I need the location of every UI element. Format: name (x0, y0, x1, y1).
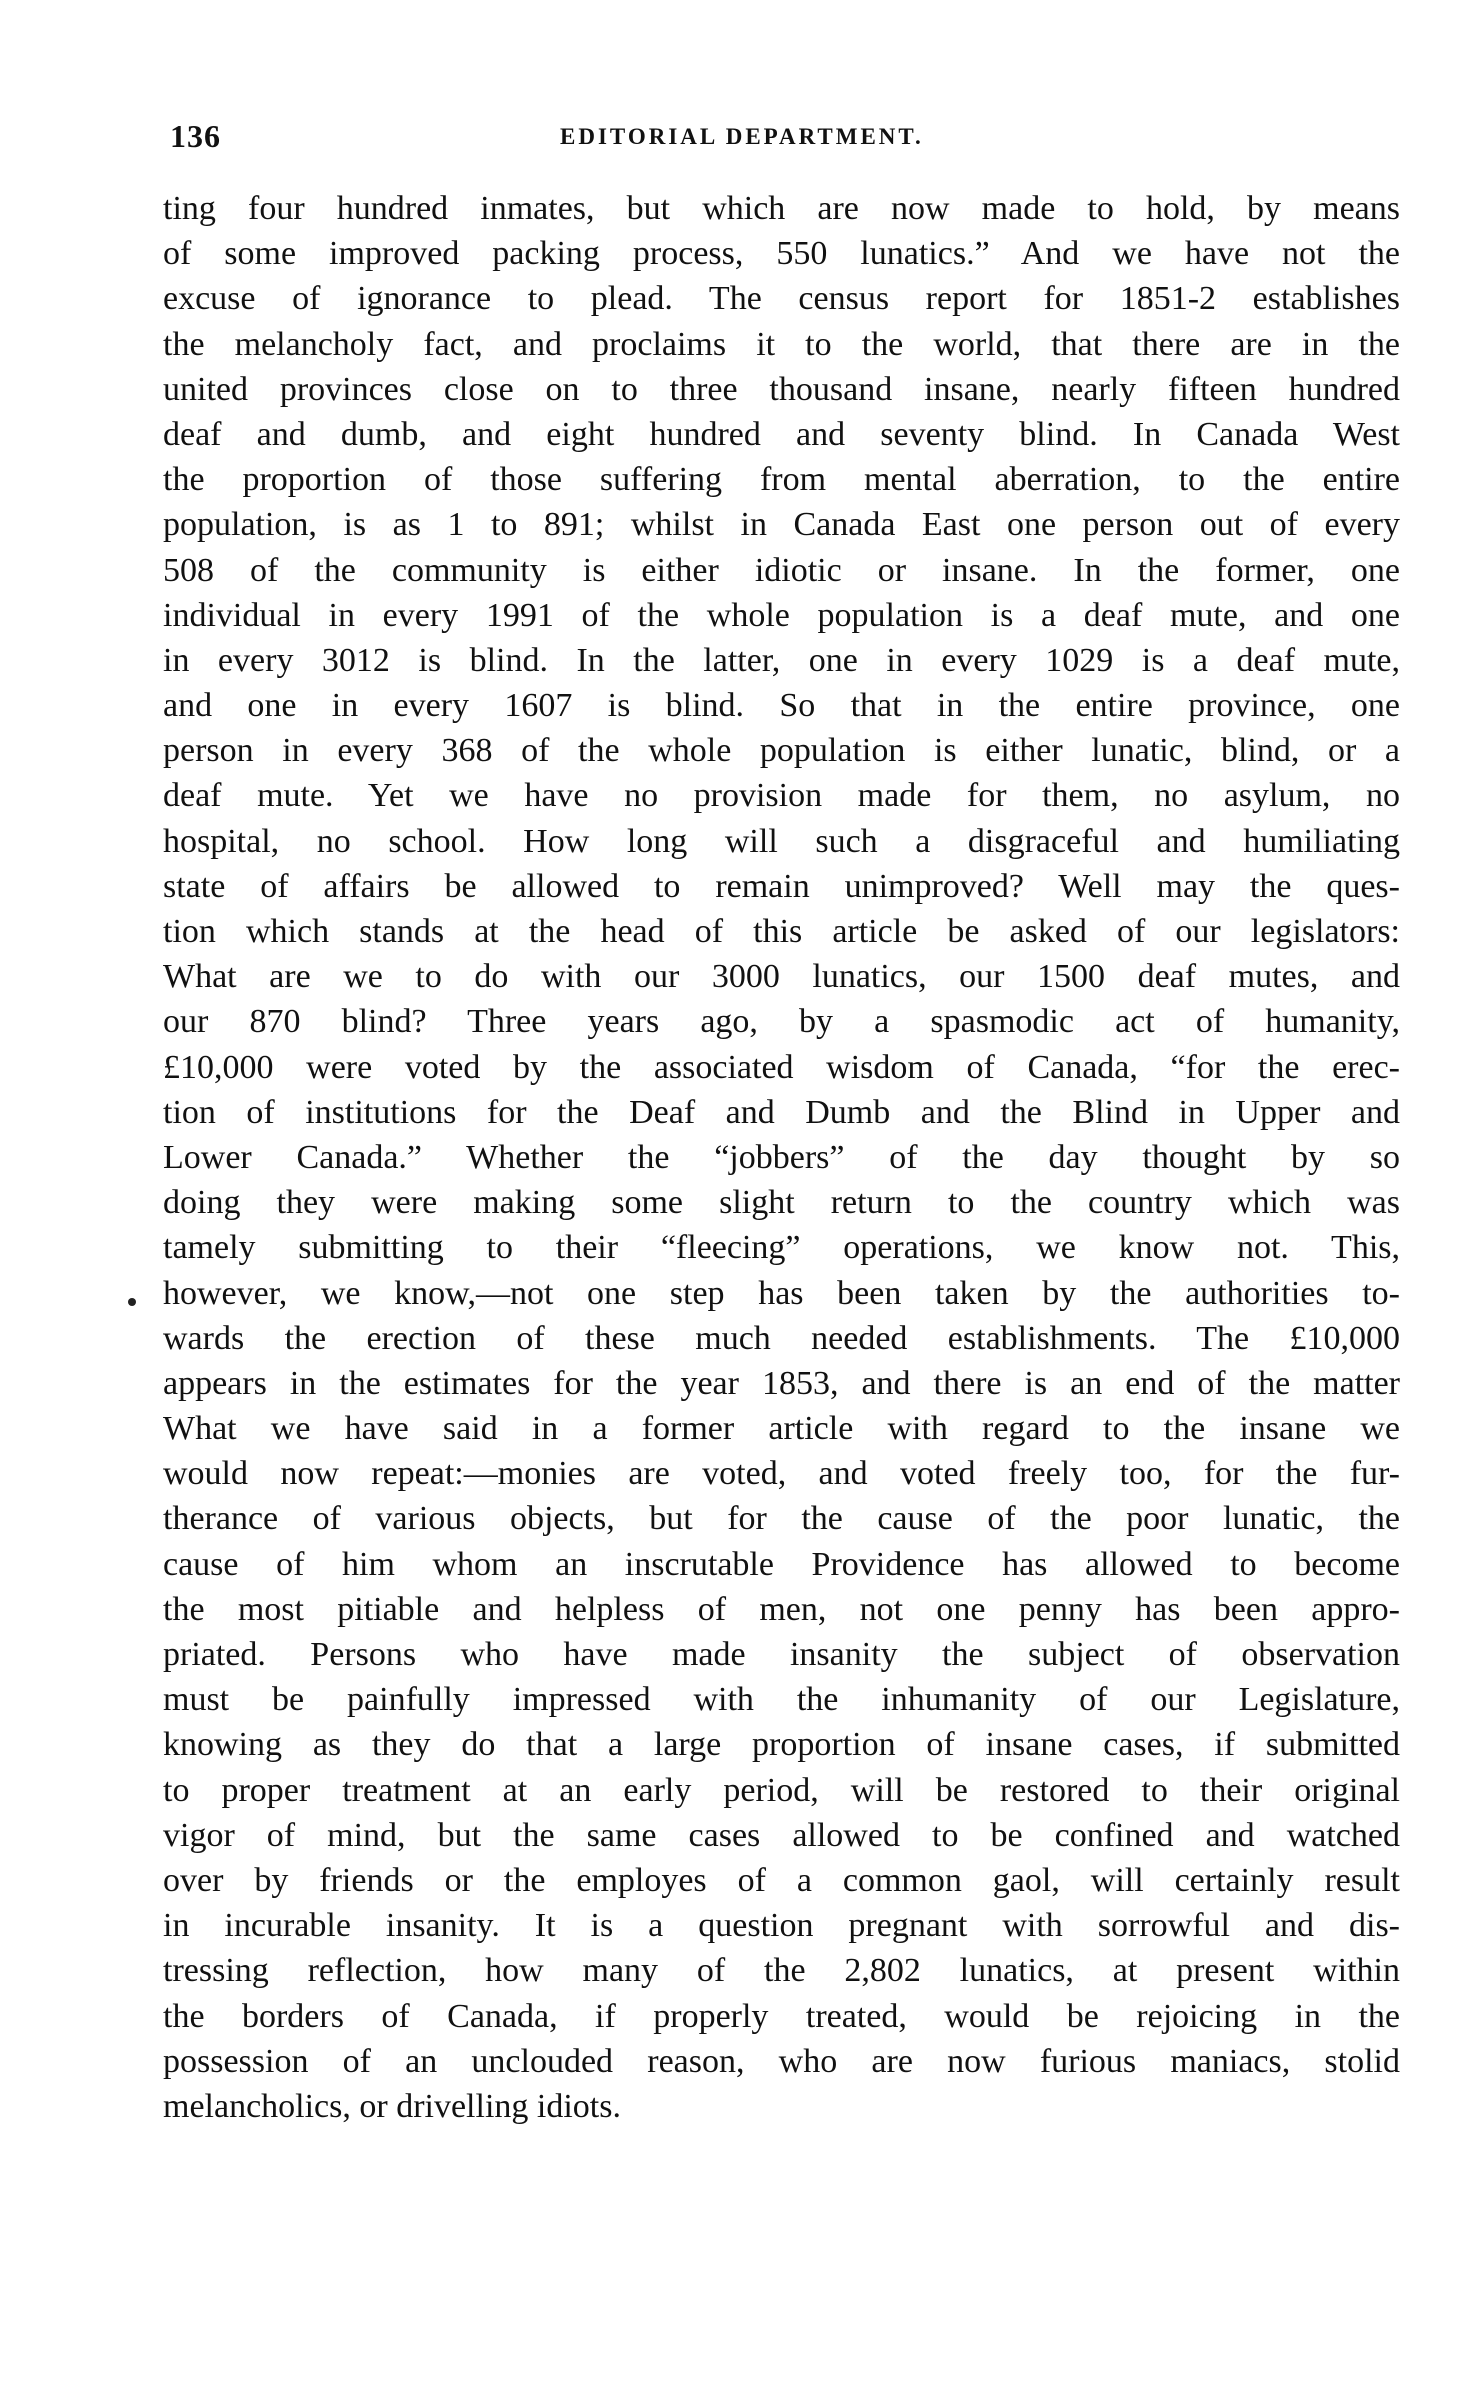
page-number: 136 (170, 118, 221, 154)
text-line: state of affairs be allowed to remain unimproved? Well may the ques- (163, 867, 1400, 905)
text-line: the borders of Canada, if properly treated, would be rejoicing in the (163, 1997, 1400, 2035)
text-line: individual in every 1991 of the whole population is a deaf mute, and one (163, 596, 1400, 634)
page-header (160, 118, 1400, 158)
text-line: tressing reflection, how many of the 2,802 lunatics, at present within (163, 1952, 1400, 1990)
text-line: deaf and dumb, and eight hundred and seventy blind. In Canada West (163, 415, 1400, 453)
text-line: appears in the estimates for the year 1853, and there is an end of the matter (163, 1364, 1400, 1402)
margin-dot-mark (128, 1298, 136, 1306)
text-line: cause of him whom an inscrutable Providence has allowed to become (163, 1545, 1400, 1583)
text-line: What we have said in a former article with regard to the insane we (163, 1410, 1400, 1448)
text-line: 508 of the community is either idiotic or insane. In the former, one (163, 551, 1400, 589)
text-line: to proper treatment at an early period, will be restored to their original (163, 1771, 1400, 1809)
text-line: united provinces close on to three thousand insane, nearly fifteen hundred (163, 370, 1400, 408)
text-line: therance of various objects, but for the cause of the poor lunatic, the (163, 1500, 1400, 1538)
text-line: wards the erection of these much needed establishments. The £10,000 (163, 1319, 1400, 1357)
text-line: possession of an unclouded reason, who are now furious maniacs, stolid (163, 2042, 1400, 2080)
text-line: would now repeat:—monies are voted, and voted freely too, for the fur- (163, 1455, 1400, 1493)
text-line: the proportion of those suffering from mental aberration, to the entire (163, 461, 1400, 499)
text-line: priated. Persons who have made insanity the subject of observation (163, 1636, 1400, 1673)
text-line: the melancholy fact, and proclaims it to the world, that there are in the (163, 325, 1400, 363)
text-line: doing they were making some slight return to the country which was (163, 1184, 1400, 1222)
text-line: knowing as they do that a large proportion of insane cases, if submitted (163, 1726, 1400, 1764)
text-line: tion which stands at the head of this article be asked of our legislators: (163, 913, 1400, 950)
text-line: the most pitiable and helpless of men, not one penny has been appro- (163, 1590, 1400, 1628)
text-line: tion of institutions for the Deaf and Dumb and the Blind in Upper and (163, 1093, 1400, 1131)
text-line: melancholics, or drivelling idiots. (163, 2087, 621, 2125)
text-line: What are we to do with our 3000 lunatics, our 1500 deaf mutes, and (163, 958, 1400, 996)
text-line: Lower Canada.” Whether the “jobbers” of the day thought by so (163, 1138, 1400, 1176)
text-line: vigor of mind, but the same cases allowed to be confined and watched (163, 1816, 1400, 1854)
text-line: tamely submitting to their “fleecing” operations, we know not. This, (163, 1229, 1400, 1267)
article-body (163, 186, 1400, 2129)
text-line: person in every 368 of the whole population is either lunatic, blind, or a (163, 732, 1400, 770)
running-head: EDITORIAL DEPARTMENT. (560, 124, 924, 149)
text-line: ting four hundred inmates, but which are now made to hold, by means (163, 190, 1400, 227)
text-line: of some improved packing process, 550 lunatics.” And we have not the (163, 235, 1400, 273)
text-line: in every 3012 is blind. In the latter, one in every 1029 is a deaf mute, (163, 641, 1400, 679)
text-line: £10,000 were voted by the associated wisdom of Canada, “for the erec- (163, 1048, 1400, 1086)
text-line: must be painfully impressed with the inhumanity of our Legislature, (163, 1681, 1400, 1719)
text-line: population, is as 1 to 891; whilst in Canada East one person out of every (163, 506, 1400, 544)
text-line: our 870 blind? Three years ago, by a spasmodic act of humanity, (163, 1003, 1400, 1041)
text-line: deaf mute. Yet we have no provision made for them, no asylum, no (163, 777, 1400, 815)
text-line: over by friends or the employes of a common gaol, will certainly result (163, 1861, 1400, 1899)
text-line: in incurable insanity. It is a question pregnant with sorrowful and dis- (163, 1907, 1400, 1945)
text-line: hospital, no school. How long will such a disgraceful and humiliating (163, 822, 1400, 860)
text-line: and one in every 1607 is blind. So that in the entire province, one (163, 687, 1400, 725)
text-line: however, we know,—not one step has been taken by the authorities to- (163, 1274, 1400, 1312)
text-line: excuse of ignorance to plead. The census report for 1851-2 establishes (163, 280, 1400, 318)
